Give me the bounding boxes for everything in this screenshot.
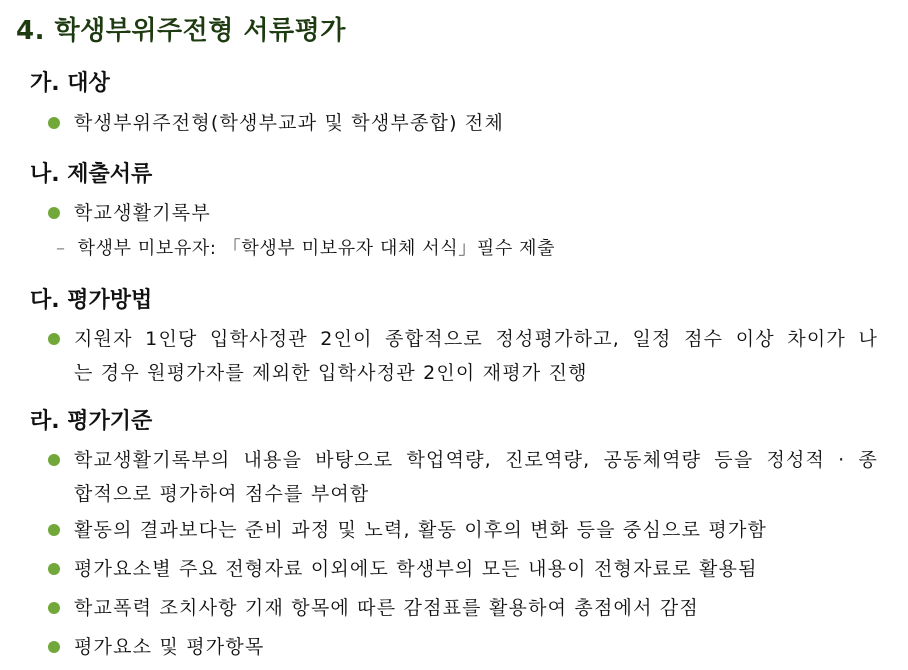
bullet-icon (48, 117, 60, 129)
list-item-text: 학교생활기록부 (74, 202, 211, 224)
bullet-icon (48, 602, 60, 614)
dash-icon: – (56, 238, 66, 259)
bullet-icon (48, 641, 60, 653)
list-item-text (74, 443, 878, 511)
list-item-text: 평가요소별 주요 전형자료 이외에도 학생부의 모든 내용이 전형자료로 활용됨 (74, 558, 758, 580)
list-item-line: 학교생활기록부의 내용을 바탕으로 학업역량, 진로역량, 공동체역량 등을 정성적 · 종 (74, 449, 878, 471)
list-item-line: 는 경우 원평가자를 제외한 입학사정관 2인이 재평가 진행 (74, 362, 588, 384)
list-item (48, 443, 878, 511)
subsection-heading-method: 다. 평가방법 (30, 288, 153, 313)
dash-list-item (56, 234, 555, 264)
bullet-icon (48, 333, 60, 345)
bullet-icon (48, 454, 60, 466)
list-item-line: 지원자 1인당 입학사정관 2인이 종합적으로 정성평가하고, 일정 점수 이상 차이가 나 (74, 328, 878, 350)
list-item-text (74, 322, 878, 390)
list-item-text: 학생부위주전형(학생부교과 및 학생부종합) 전체 (74, 112, 505, 134)
dash-item-text: 학생부 미보유자: 「학생부 미보유자 대체 서식」필수 제출 (77, 238, 556, 259)
list-item-line: 합적으로 평가하여 점수를 부여함 (74, 483, 370, 505)
list-item-text: 평가요소 및 평가항목 (74, 636, 265, 658)
list-item-text: 활동의 결과보다는 준비 과정 및 노력, 활동 이후의 변화 등을 중심으로 평가함 (74, 519, 768, 541)
bullet-icon (48, 207, 60, 219)
section-title: 4. 학생부위주전형 서류평가 (16, 16, 346, 46)
subsection-heading-criteria: 라. 평가기준 (30, 409, 153, 434)
list-item-text: 학교폭력 조치사항 기재 항목에 따른 감점표를 활용하여 총점에서 감점 (74, 597, 699, 619)
subsection-heading-target: 가. 대상 (30, 71, 110, 96)
subsection-heading-documents: 나. 제출서류 (30, 162, 153, 187)
bullet-icon (48, 563, 60, 575)
bullet-icon (48, 524, 60, 536)
list-item (48, 322, 878, 390)
